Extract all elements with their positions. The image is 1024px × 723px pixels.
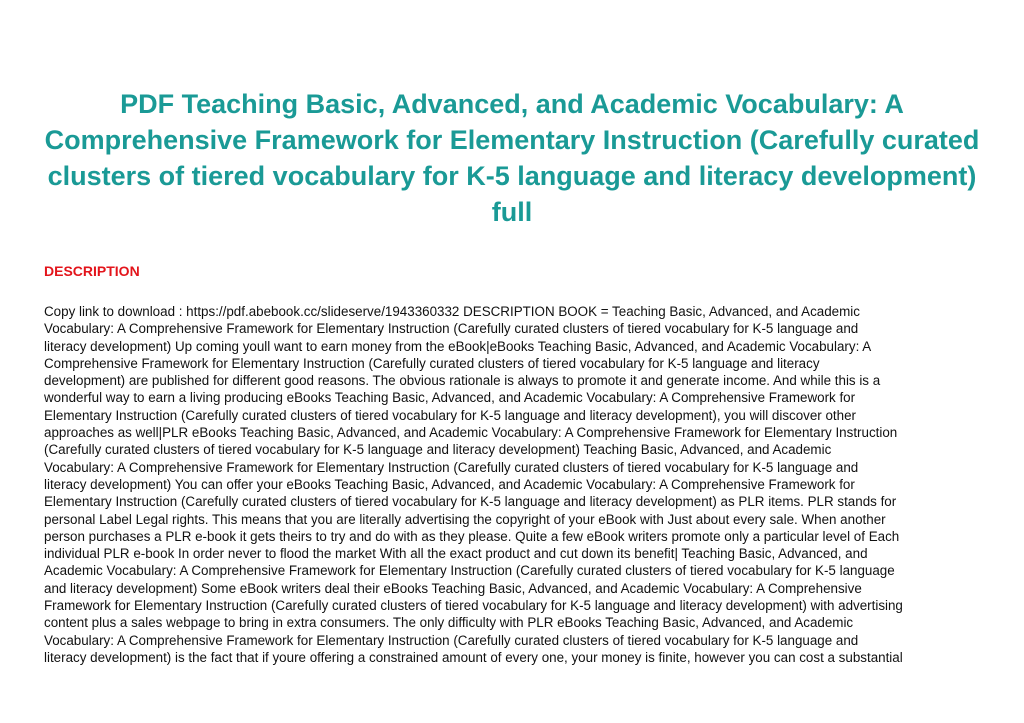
section-heading-description: DESCRIPTION bbox=[44, 263, 140, 279]
document-title: PDF Teaching Basic, Advanced, and Academic Vocabulary: A Comprehensive Framework for Elementary Instruction (Carefully curated clusters of tiered vocabulary for K-5 language and literacy development) full bbox=[44, 89, 980, 227]
description-body-text: Copy link to download : https://pdf.abebook.cc/slideserve/1943360332 DESCRIPTION BOOK = Teaching Basic, Advanced, and Academic Vocabulary: A Comprehensive Framework for Elementary Instruction (Carefully curated clusters of tiered vocabulary for K-5 language and literacy development) Up coming youll want to earn money from the eBook|eBooks Teaching Basic, Advanced, and Academic Vocabulary: A Comprehensive Framework for Elementary Instruction (Carefully curated clusters of tiered vocabulary for K-5 language and literacy development) are published for different good reasons. The obvious rationale is always to promote it and generate income. And while this is a wonderful way to earn a living producing eBooks Teaching Basic, Advanced, and Academic Vocabulary: A Comprehensive Framework for Elementary Instruction (Carefully curated clusters of tiered vocabulary for K-5 language and literacy development), you will discover other approaches as well|PLR eBooks Teaching Basic, Advanced, and Academic Vocabulary: A Comprehensive Framework for Elementary Instruction (Carefully curated clusters of tiered vocabulary for K-5 language and literacy development) Teaching Basic, Advanced, and Academic Vocabulary: A Comprehensive Framework for Elementary Instruction (Carefully curated clusters of tiered vocabulary for K-5 language and literacy development) You can offer your eBooks Teaching Basic, Advanced, and Academic Vocabulary: A Comprehensive Framework for Elementary Instruction (Carefully curated clusters of tiered vocabulary for K-5 language and literacy development) as PLR items. PLR stands for personal Label Legal rights. This means that you are literally advertising the copyright of your eBook with Just about every sale. When another person purchases a PLR e-book it gets theirs to try and do with as they please. Quite a few eBook writers promote only a particular level of Each individual PLR e-book In order never to flood the market With all the exact product and cut down its benefit| Teaching Basic, Advanced, and Academic Vocabulary: A Comprehensive Framework for Elementary Instruction (Carefully curated clusters of tiered vocabulary for K-5 language and literacy development) Some eBook writers deal their eBooks Teaching Basic, Advanced, and Academic Vocabulary: A Comprehensive Framework for Elementary Instruction (Carefully curated clusters of tiered vocabulary for K-5 language and literacy development) with advertising content plus a sales webpage to bring in extra consumers. The only difficulty with PLR eBooks Teaching Basic, Advanced, and Academic Vocabulary: A Comprehensive Framework for Elementary Instruction (Carefully curated clusters of tiered vocabulary for K-5 language and literacy development) is the fact that if youre offering a constrained amount of every one, your money is finite, however you can cost a substantial bbox=[44, 304, 903, 665]
